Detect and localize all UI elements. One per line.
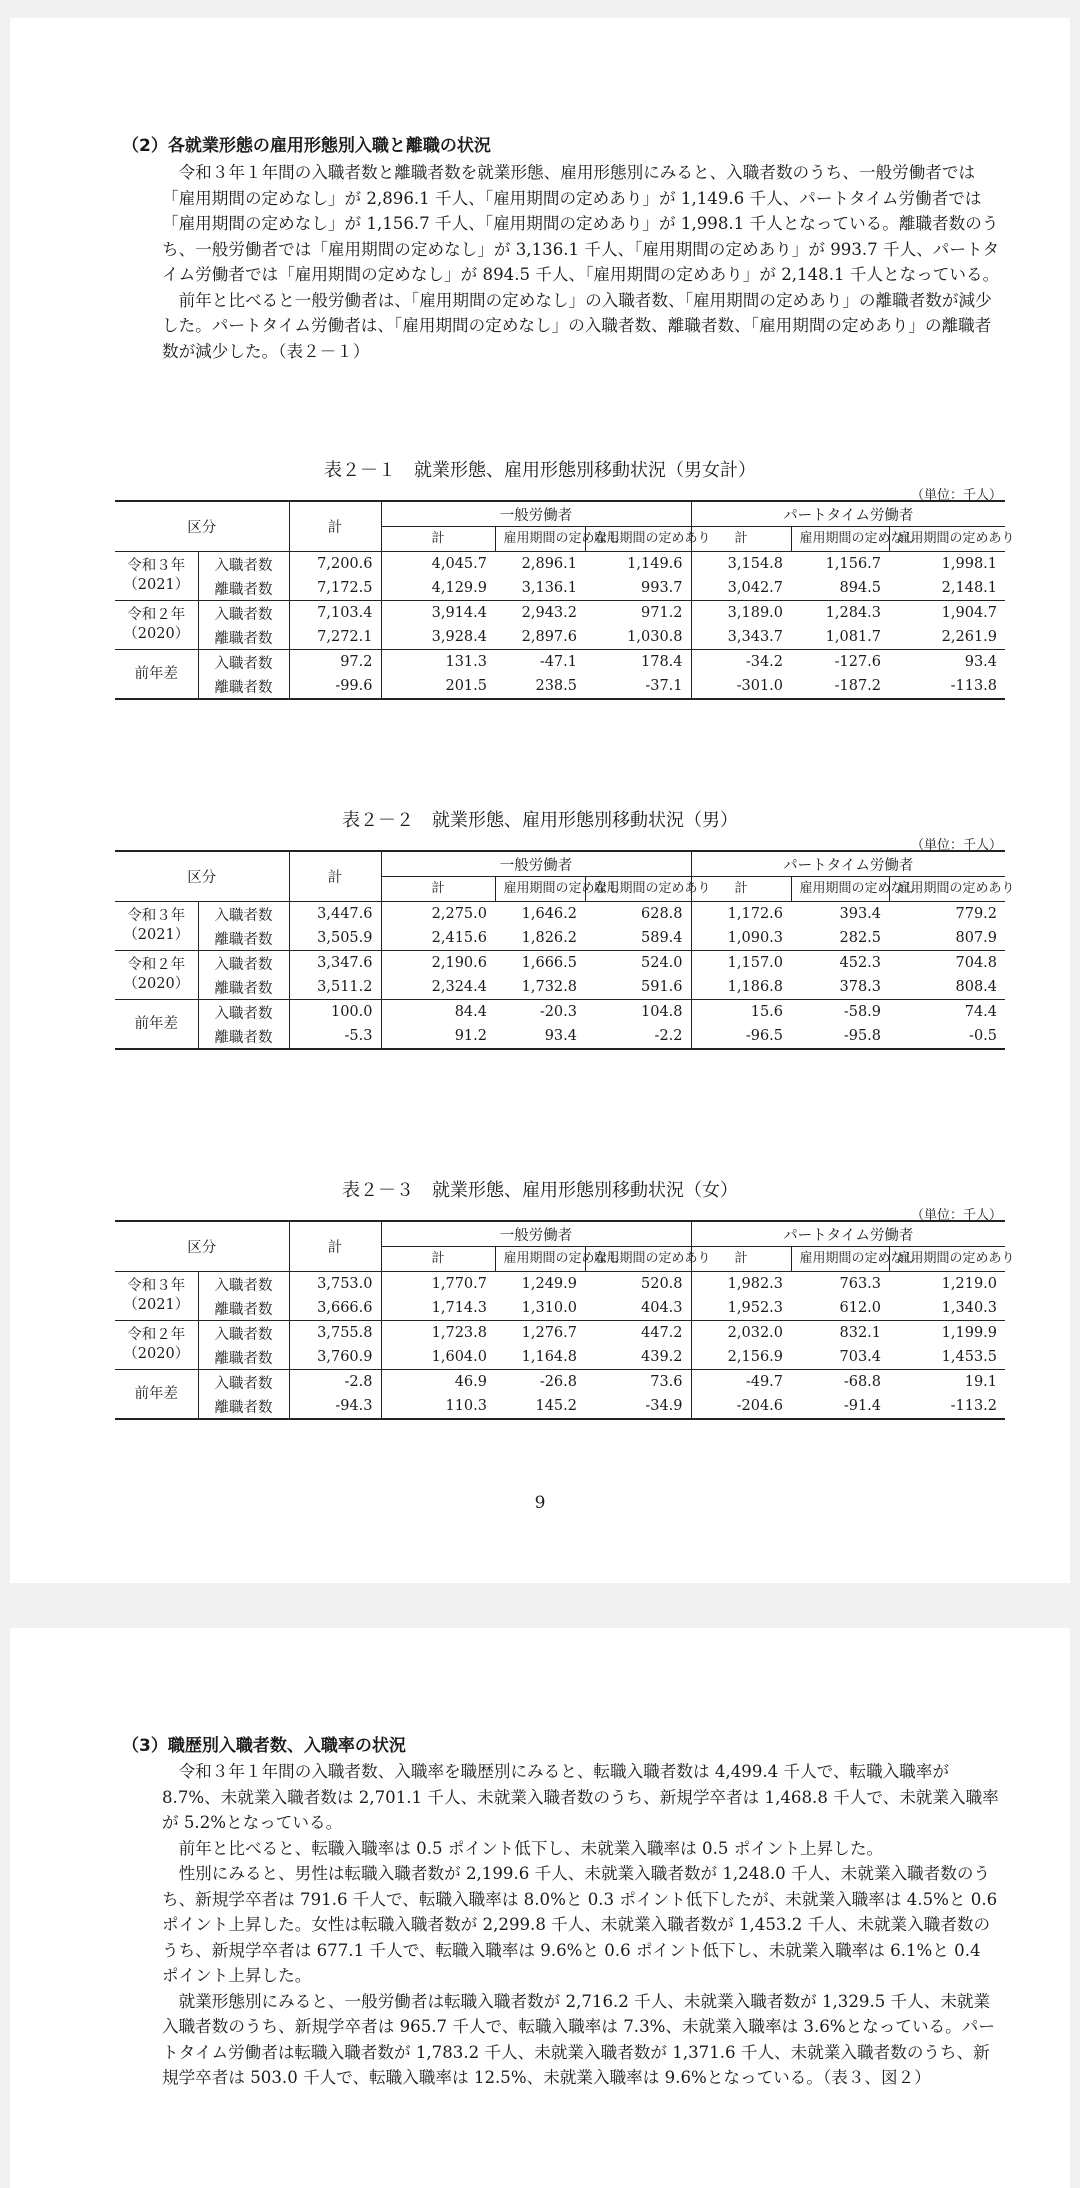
table-row [115, 902, 1005, 927]
table-cell: 282.5 [839, 930, 882, 946]
table-cell: 84.4 [381, 1000, 495, 1025]
row-label-hires: 入職者数 [198, 601, 289, 626]
table-cell: -49.7 [691, 1370, 791, 1395]
table-cell: -34.9 [585, 1394, 691, 1419]
table-cell: -94.3 [289, 1394, 381, 1419]
header-general-workers: 一般労働者 [381, 851, 691, 877]
table-cell: 779.2 [889, 902, 1005, 927]
table-cell: 1,604.0 [381, 1345, 495, 1370]
header-parttime-no-term: 雇用期間の定めなし [791, 1247, 889, 1272]
table-cell: 589.4 [641, 930, 683, 946]
header-general-no-term: 雇用期間の定めなし [495, 877, 585, 902]
table-cell: -2.2 [585, 1024, 691, 1049]
table-cell: 3,189.0 [691, 601, 791, 626]
table-cell: 2,156.9 [691, 1345, 791, 1370]
era-label: 前年差 [134, 665, 178, 682]
table-cell: 1,770.7 [381, 1272, 495, 1297]
table-cell: 612.0 [839, 1300, 882, 1316]
paragraph-1: 令和３年１年間の入職者数、入職率を職歴別にみると、転職入職者数は 4,499.4 千人で、転職入職率が 8.7%、未就業入職者数は 2,701.1 千人、未就業入職者数のうち、新規学卒者は 1,468.8 千人で、未就業入職率が 5.2%となっている。 [162, 1762, 999, 1832]
table-cell: 3,347.6 [289, 951, 381, 976]
table-cell: 3,042.7 [691, 576, 791, 601]
table-cell: 524.0 [585, 951, 691, 976]
era-label: 前年差 [134, 1015, 178, 1032]
employment-movement-table [115, 850, 1015, 1050]
header-parttime-total: 計 [691, 527, 791, 552]
era-label: 令和２年 [127, 607, 186, 623]
row-group-label [115, 1370, 198, 1420]
table-row [115, 1394, 1005, 1419]
section-body [162, 160, 1002, 364]
table-cell: 201.5 [381, 674, 495, 699]
table-cell: 93.4 [889, 650, 1005, 675]
table-cell: 110.3 [381, 1394, 495, 1419]
table-cell: 1,172.6 [691, 902, 791, 927]
table-cell: 178.4 [585, 650, 691, 675]
employment-movement-table [115, 1220, 1015, 1420]
table-row [115, 1345, 1005, 1370]
header-parttime-no-term: 雇用期間の定めなし [791, 877, 889, 902]
table-cell: 1,219.0 [889, 1272, 1005, 1297]
table-caption: 表２－１ 就業形態、雇用形態別移動状況（男女計） [324, 460, 756, 481]
table-row [115, 1321, 1005, 1346]
year-label: （2021） [123, 577, 190, 593]
table-cell: 1,998.1 [889, 552, 1005, 577]
table-row [115, 650, 1005, 675]
table-cell: 894.5 [839, 580, 882, 596]
table-cell: 439.2 [641, 1349, 683, 1365]
table-cell: 3,760.9 [289, 1345, 381, 1370]
row-label-separations: 離職者数 [198, 576, 289, 601]
table-cell: 1,157.0 [691, 951, 791, 976]
section-heading: （2）各就業形態の雇用形態別入職と離職の状況 [122, 136, 491, 156]
table-cell: 97.2 [289, 650, 381, 675]
table-cell: 2,275.0 [381, 902, 495, 927]
table-cell: 1,276.7 [495, 1321, 585, 1346]
row-label-separations: 離職者数 [198, 926, 289, 951]
table-row [115, 552, 1005, 577]
row-label-hires: 入職者数 [198, 1000, 289, 1025]
table-cell: 1,952.3 [691, 1296, 791, 1321]
table-cell: 2,415.6 [381, 926, 495, 951]
table-cell: 393.4 [791, 902, 889, 927]
row-label-separations: 離職者数 [198, 975, 289, 1000]
table-cell: 1,030.8 [627, 629, 683, 645]
table-cell: 1,186.8 [691, 975, 791, 1000]
table-row [115, 1370, 1005, 1395]
table-cell: 104.8 [585, 1000, 691, 1025]
table-cell: 703.4 [839, 1349, 882, 1365]
table-cell: 2,032.0 [691, 1321, 791, 1346]
header-parttime-fixed-term: 雇用期間の定めあり [889, 527, 1005, 552]
header-general-workers: 一般労働者 [381, 501, 691, 527]
era-label: 令和２年 [127, 1327, 186, 1343]
table-cell: -99.6 [289, 674, 381, 699]
table-cell: 7,272.1 [289, 625, 381, 650]
table-cell: 704.8 [889, 951, 1005, 976]
table-row [115, 1296, 1005, 1321]
table-cell: 628.8 [585, 902, 691, 927]
table-cell: 7,172.5 [289, 576, 381, 601]
table-caption: 表２－２ 就業形態、雇用形態別移動状況（男） [342, 810, 738, 831]
row-group-label [115, 1272, 198, 1321]
table-cell: 452.3 [791, 951, 889, 976]
row-label-separations: 離職者数 [198, 1394, 289, 1419]
table-cell: -2.8 [289, 1370, 381, 1395]
row-group-label [115, 902, 198, 951]
table-cell: 1,284.3 [791, 601, 889, 626]
table-cell: 19.1 [889, 1370, 1005, 1395]
row-label-hires: 入職者数 [198, 552, 289, 577]
table-row [115, 1000, 1005, 1025]
header-parttime-workers: パートタイム労働者 [691, 501, 1005, 527]
era-label: 令和３年 [127, 558, 186, 574]
table-row [115, 951, 1005, 976]
header-general-no-term: 雇用期間の定めなし [495, 1247, 585, 1272]
table-cell: -113.8 [889, 674, 1005, 699]
row-group-label [115, 650, 198, 700]
row-label-separations: 離職者数 [198, 1296, 289, 1321]
row-label-hires: 入職者数 [198, 1272, 289, 1297]
table-row [115, 674, 1005, 699]
table-cell: 3,505.9 [289, 926, 381, 951]
table-cell: 2,943.2 [495, 601, 585, 626]
table-cell: -113.2 [889, 1394, 1005, 1419]
year-label: （2020） [123, 1346, 190, 1362]
table-cell: -37.1 [585, 674, 691, 699]
table-cell: 73.6 [585, 1370, 691, 1395]
header-general-no-term: 雇用期間の定めなし [495, 527, 585, 552]
era-label: 令和３年 [127, 908, 186, 924]
header-parttime-workers: パートタイム労働者 [691, 1221, 1005, 1247]
table-cell: 1,732.8 [521, 979, 577, 995]
table-cell: 1,164.8 [521, 1349, 577, 1365]
table-cell: 1,646.2 [495, 902, 585, 927]
header-parttime-workers: パートタイム労働者 [691, 851, 1005, 877]
header-total: 計 [289, 851, 381, 902]
table-cell: -95.8 [791, 1024, 889, 1049]
table-cell: 1,081.7 [825, 629, 882, 645]
header-general-total: 計 [381, 877, 495, 902]
year-label: （2020） [123, 626, 190, 642]
table-cell: 7,200.6 [289, 552, 381, 577]
header-parttime-fixed-term: 雇用期間の定めあり [889, 877, 1005, 902]
table-cell: -91.4 [791, 1394, 889, 1419]
year-label: （2021） [123, 1297, 190, 1313]
section-heading: （3）職歴別入職者数、入職率の状況 [122, 1736, 406, 1756]
table-cell: 1,090.3 [691, 926, 791, 951]
row-label-separations: 離職者数 [198, 1345, 289, 1370]
header-total: 計 [289, 501, 381, 552]
table-cell: 1,826.2 [521, 930, 577, 946]
table-unit-label: （単位：千人） [910, 838, 1002, 853]
table-cell: -58.9 [791, 1000, 889, 1025]
row-group-label [115, 951, 198, 1000]
paragraph-1: 令和３年１年間の入職者数と離職者数を就業形態、雇用形態別にみると、入職者数のうち、一般労働者では「雇用期間の定めなし」が 2,896.1 千人、「雇用期間の定めあり」が 1,149.6 千人、パートタイム労働者では「雇用期間の定めなし」が 1,156.7 千人、「雇用期間の定めあり」が 1,998.1 千人となっている。離職者数のうち、一般労働者では「雇用期間の定めなし」が 3,136.1 千人、「雇用期間の定めあり」が 993.7 千人、パートタイム労働者では「雇用期間の定めなし」が 894.5 千人、「雇用期間の定めあり」が 2,148.1 千人となっている。 [162, 163, 1000, 284]
table-row [115, 1272, 1005, 1297]
table-cell: 1,149.6 [585, 552, 691, 577]
table-cell: -5.3 [289, 1024, 381, 1049]
table-cell: 1,340.3 [941, 1300, 998, 1316]
paragraph-4: 就業形態別にみると、一般労働者は転職入職者数が 2,716.2 千人、未就業入職者数が 1,329.5 千人、未就業入職者数のうち、新規学卒者は 965.7 千人で、転職入職率は 7.3%、未就業入職率は 3.6%となっている。パートタイム労働者は転職入職者数が 1,783.2 千人、未就業入職者数が 1,371.6 千人、未就業入職者数のうち、新規学卒者は 503.0 千人で、転職入職率は 12.5%、未就業入職率は 9.6%となっている。（表３、図２） [162, 1991, 995, 2087]
table-unit-label: （単位：千人） [910, 1208, 1002, 1223]
table-cell: 808.4 [955, 979, 998, 995]
header-parttime-total: 計 [691, 877, 791, 902]
table-cell: 591.6 [641, 979, 683, 995]
row-label-separations: 離職者数 [198, 625, 289, 650]
section-body [162, 1759, 1002, 2091]
table-cell: -0.5 [889, 1024, 1005, 1049]
header-general-fixed-term: 雇用期間の定めあり [585, 877, 691, 902]
header-general-fixed-term: 雇用期間の定めあり [585, 1247, 691, 1272]
table-cell: 763.3 [791, 1272, 889, 1297]
table-cell: -204.6 [691, 1394, 791, 1419]
table-cell: -20.3 [495, 1000, 585, 1025]
table-cell: -26.8 [495, 1370, 585, 1395]
table-cell: -47.1 [495, 650, 585, 675]
header-general-fixed-term: 雇用期間の定めあり [585, 527, 691, 552]
table-row [115, 975, 1005, 1000]
row-label-hires: 入職者数 [198, 951, 289, 976]
table-cell: 1,310.0 [521, 1300, 577, 1316]
paragraph-2: 前年と比べると一般労働者は、「雇用期間の定めなし」の入職者数、「雇用期間の定めあり」の離職者数が減少した。パートタイム労働者は、「雇用期間の定めなし」の入職者数、離職者数、「雇用期間の定めあり」の離職者数が減少した。（表２－１） [162, 290, 992, 361]
header-parttime-fixed-term: 雇用期間の定めあり [889, 1247, 1005, 1272]
header-parttime-no-term: 雇用期間の定めなし [791, 527, 889, 552]
paragraph-3: 性別にみると、男性は転職入職者数が 2,199.6 千人、未就業入職者数が 1,248.0 千人、未就業入職者数のうち、新規学卒者は 791.6 千人で、転職入職率は 8.0%と 0.3 ポイント低下したが、未就業入職率は 4.5%と 0.6 ポイント上昇した。女性は転職入職者数が 2,299.8 千人、未就業入職者数が 1,453.2 千人、未就業入職者数のうち、新規学卒者は 677.1 千人で、転職入職率は 9.6%と 0.6 ポイント低下し、未就業入職率は 6.1%と 0.4 ポイント上昇した。 [162, 1864, 998, 1985]
table-cell: 447.2 [585, 1321, 691, 1346]
table-cell: 15.6 [691, 1000, 791, 1025]
table-cell: 3,447.6 [289, 902, 381, 927]
table-cell: 4,045.7 [381, 552, 495, 577]
table-cell: 520.8 [585, 1272, 691, 1297]
row-label-separations: 離職者数 [198, 1024, 289, 1049]
header-kubun: 区分 [115, 1221, 289, 1272]
table-cell: 7,103.4 [289, 601, 381, 626]
table-cell: 91.2 [381, 1024, 495, 1049]
table-cell: 1,904.7 [889, 601, 1005, 626]
table-cell: 1,156.7 [791, 552, 889, 577]
table-cell: 74.4 [889, 1000, 1005, 1025]
table-cell: -187.2 [791, 674, 889, 699]
table-cell: 3,914.4 [381, 601, 495, 626]
table-unit-label: （単位：千人） [910, 488, 1002, 503]
row-label-separations: 離職者数 [198, 674, 289, 699]
table-cell: 131.3 [381, 650, 495, 675]
row-label-hires: 入職者数 [198, 902, 289, 927]
employment-movement-table [115, 500, 1015, 700]
page-number: 9 [534, 1493, 546, 1513]
table-cell: 1,982.3 [691, 1272, 791, 1297]
row-label-hires: 入職者数 [198, 1321, 289, 1346]
table-cell: 3,136.1 [521, 580, 577, 596]
table-cell: 2,324.4 [381, 975, 495, 1000]
header-kubun: 区分 [115, 501, 289, 552]
table-cell: 100.0 [289, 1000, 381, 1025]
table-cell: 1,714.3 [381, 1296, 495, 1321]
table-row [115, 926, 1005, 951]
table-cell: 993.7 [641, 580, 683, 596]
document-page-10 [10, 1628, 1070, 2188]
table-cell: 3,511.2 [289, 975, 381, 1000]
era-label: 前年差 [134, 1385, 178, 1402]
table-cell: 971.2 [585, 601, 691, 626]
table-cell: 404.3 [641, 1300, 683, 1316]
table-cell: 3,343.7 [691, 625, 791, 650]
header-total: 計 [289, 1221, 381, 1272]
table-cell: -34.2 [691, 650, 791, 675]
row-group-label [115, 1000, 198, 1050]
table-cell: 1,199.9 [889, 1321, 1005, 1346]
table-cell: 1,666.5 [495, 951, 585, 976]
year-label: （2021） [123, 927, 190, 943]
header-kubun: 区分 [115, 851, 289, 902]
table-cell: -301.0 [691, 674, 791, 699]
row-group-label [115, 552, 198, 601]
table-cell: 1,453.5 [941, 1349, 998, 1365]
paragraph-2: 前年と比べると、転職入職率は 0.5 ポイント低下し、未就業入職率は 0.5 ポイント上昇した。 [178, 1838, 884, 1858]
table-cell: 1,249.9 [495, 1272, 585, 1297]
header-general-total: 計 [381, 1247, 495, 1272]
table-cell: 93.4 [495, 1024, 585, 1049]
table-row [115, 601, 1005, 626]
row-group-label [115, 1321, 198, 1370]
table-cell: 2,261.9 [941, 629, 998, 645]
table-cell: 145.2 [495, 1394, 585, 1419]
row-label-hires: 入職者数 [198, 1370, 289, 1395]
table-cell: -127.6 [791, 650, 889, 675]
table-cell: 3,666.6 [289, 1296, 381, 1321]
header-parttime-total: 計 [691, 1247, 791, 1272]
year-label: （2020） [123, 976, 190, 992]
table-row [115, 576, 1005, 601]
table-cell: 1,723.8 [381, 1321, 495, 1346]
table-cell: 2,897.6 [521, 629, 577, 645]
table-cell: 46.9 [381, 1370, 495, 1395]
row-group-label [115, 601, 198, 650]
table-cell: 3,154.8 [691, 552, 791, 577]
table-row [115, 625, 1005, 650]
table-cell: 2,190.6 [381, 951, 495, 976]
table-cell: -68.8 [791, 1370, 889, 1395]
table-cell: 3,928.4 [381, 625, 495, 650]
table-cell: 3,755.8 [289, 1321, 381, 1346]
table-row [115, 1024, 1005, 1049]
table-cell: -96.5 [691, 1024, 791, 1049]
table-caption: 表２－３ 就業形態、雇用形態別移動状況（女） [342, 1180, 738, 1201]
header-general-total: 計 [381, 527, 495, 552]
table-cell: 2,148.1 [941, 580, 998, 596]
table-cell: 3,753.0 [289, 1272, 381, 1297]
table-cell: 238.5 [495, 674, 585, 699]
table-cell: 832.1 [791, 1321, 889, 1346]
table-cell: 4,129.9 [381, 576, 495, 601]
era-label: 令和２年 [127, 957, 186, 973]
table-cell: 807.9 [955, 930, 998, 946]
document-page-9 [10, 18, 1070, 1583]
row-label-hires: 入職者数 [198, 650, 289, 675]
era-label: 令和３年 [127, 1278, 186, 1294]
table-cell: 378.3 [839, 979, 882, 995]
table-cell: 2,896.1 [495, 552, 585, 577]
header-general-workers: 一般労働者 [381, 1221, 691, 1247]
